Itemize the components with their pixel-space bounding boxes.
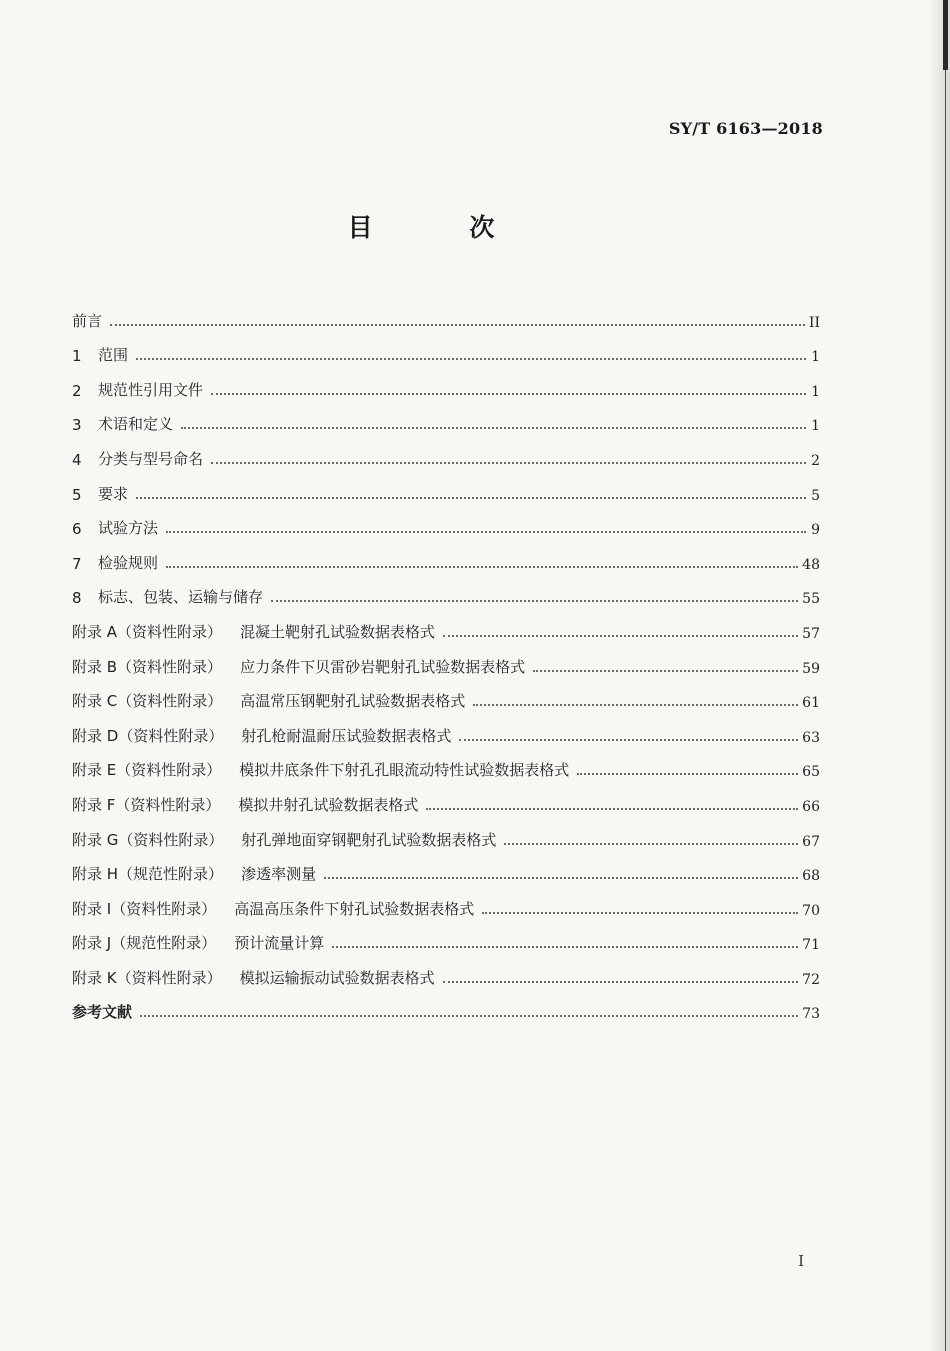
toc-entry-page: 5 — [811, 487, 820, 504]
toc-leader-dots — [473, 703, 798, 706]
page-number: I — [798, 1252, 804, 1270]
toc-leader-dots — [166, 530, 806, 533]
toc-entry-appendix-tag: 附录 G（资料性附录） — [72, 830, 224, 849]
toc-leader-dots — [443, 634, 798, 637]
toc-entry[interactable] — [72, 642, 824, 677]
toc-entry-label: 试验方法 — [98, 519, 159, 538]
toc-leader-dots — [181, 426, 806, 429]
toc-entry-page: 48 — [802, 556, 820, 573]
toc-entry-label: 模拟运输振动试验数据表格式 — [239, 968, 435, 987]
toc-entry-label: 检验规则 — [98, 553, 159, 572]
toc-entry-page: 65 — [802, 764, 820, 781]
toc-entry-label: 规范性引用文件 — [98, 380, 204, 399]
toc-entry-label: 射孔枪耐温耐压试验数据表格式 — [241, 726, 452, 745]
toc-entry-number: 8 — [72, 589, 82, 608]
toc-entry-number: 5 — [72, 485, 82, 504]
toc-leader-dots — [211, 461, 806, 464]
toc-entry-page: 57 — [802, 625, 820, 642]
toc-entry-label: 模拟井底条件下射孔孔眼流动特性试验数据表格式 — [239, 761, 570, 780]
toc-entry-page: 68 — [802, 868, 820, 885]
toc-entry-appendix-tag: 附录 J（规范性附录） — [72, 934, 217, 953]
toc-entry[interactable] — [72, 400, 824, 435]
toc-leader-dots — [332, 945, 798, 948]
toc-entry[interactable] — [72, 780, 824, 815]
toc-entry-appendix-tag: 附录 K（资料性附录） — [72, 968, 222, 987]
toc-leader-dots — [504, 842, 798, 845]
toc-leader-dots — [166, 565, 798, 568]
toc-entry[interactable] — [72, 434, 824, 469]
toc-entry-appendix-tag: 附录 E（资料性附录） — [72, 761, 222, 780]
page-title: 目 次 — [347, 213, 539, 242]
toc-entry-page: 66 — [802, 798, 820, 815]
toc-entry-appendix-tag: 附录 F（资料性附录） — [72, 795, 221, 814]
scan-edge-bar — [943, 0, 948, 70]
toc-entry[interactable] — [72, 365, 824, 400]
toc-entry[interactable] — [72, 296, 824, 331]
document-code: SY/T 6163—2018 — [668, 119, 823, 138]
toc-entry-page: 1 — [811, 418, 820, 435]
toc-entry-number: 7 — [72, 554, 82, 573]
toc-entry-label: 高温高压条件下射孔试验数据表格式 — [234, 899, 475, 918]
scan-edge-line — [945, 70, 946, 1351]
toc-entry-label: 要求 — [98, 484, 129, 503]
toc-leader-dots — [426, 807, 798, 810]
toc-entry-label: 应力条件下贝雷砂岩靶射孔试验数据表格式 — [240, 657, 526, 676]
toc-entry[interactable] — [72, 746, 824, 781]
toc-entry-appendix-tag: 附录 I（资料性附录） — [72, 899, 217, 918]
toc-entry-label: 范围 — [98, 346, 129, 365]
toc-entry-number: 6 — [72, 520, 82, 539]
toc-entry-label: 分类与型号命名 — [98, 449, 204, 468]
toc-entry-page: 73 — [802, 1006, 820, 1023]
toc-entry-page: 9 — [811, 522, 820, 539]
toc-entry[interactable] — [72, 988, 824, 1023]
toc-entry-page: 59 — [802, 660, 820, 677]
toc-leader-dots — [110, 323, 805, 326]
toc-entry-number: 2 — [72, 381, 82, 400]
toc-entry-page: 72 — [802, 971, 820, 988]
toc-entry-label: 参考文献 — [72, 1003, 133, 1022]
toc-entry-page: II — [808, 314, 820, 331]
toc-entry-label: 前言 — [72, 311, 103, 330]
toc-entry[interactable] — [72, 331, 824, 366]
toc-entry-page: 63 — [802, 729, 820, 746]
toc-entry-appendix-tag: 附录 H（规范性附录） — [72, 865, 224, 884]
toc-entry-page: 55 — [802, 591, 820, 608]
toc-entry-label: 高温常压钢靶射孔试验数据表格式 — [240, 692, 466, 711]
toc-entry[interactable] — [72, 711, 824, 746]
toc-leader-dots — [136, 496, 806, 499]
toc-entry-appendix-tag: 附录 A（资料性附录） — [72, 622, 223, 641]
toc-entry[interactable] — [72, 504, 824, 539]
toc-leader-dots — [577, 772, 798, 775]
toc-entry-page: 67 — [802, 833, 820, 850]
toc-entry-label: 模拟井射孔试验数据表格式 — [238, 795, 419, 814]
toc-entry-appendix-tag: 附录 C（资料性附录） — [72, 692, 223, 711]
toc-entry-page: 70 — [802, 902, 820, 919]
toc-entry[interactable] — [72, 884, 824, 919]
toc-entry-label: 射孔弹地面穿钢靶射孔试验数据表格式 — [241, 830, 497, 849]
toc-leader-dots — [533, 669, 798, 672]
toc-leader-dots — [140, 1014, 798, 1017]
toc-entry-label: 标志、包装、运输与储存 — [98, 588, 264, 607]
toc-entry[interactable] — [72, 953, 824, 988]
toc-entry-number: 3 — [72, 416, 82, 435]
toc-entry-label: 预计流量计算 — [234, 934, 325, 953]
toc-entry-number: 4 — [72, 450, 82, 469]
toc-entry-number: 1 — [72, 347, 82, 366]
toc-entry-label: 术语和定义 — [98, 415, 174, 434]
toc-leader-dots — [443, 980, 799, 983]
toc-entry[interactable] — [72, 850, 824, 885]
toc-entry[interactable] — [72, 538, 824, 573]
toc-entry-page: 71 — [802, 937, 820, 954]
table-of-contents — [72, 296, 824, 1022]
scan-edge-shadow — [928, 0, 950, 1351]
toc-leader-dots — [136, 357, 806, 360]
toc-leader-dots — [271, 599, 798, 602]
toc-entry-label: 渗透率测量 — [241, 865, 317, 884]
toc-entry-page: 1 — [811, 349, 820, 366]
toc-leader-dots — [211, 392, 806, 395]
toc-entry-label: 混凝土靶射孔试验数据表格式 — [240, 622, 436, 641]
toc-entry[interactable] — [72, 919, 824, 954]
toc-entry-appendix-tag: 附录 B（资料性附录） — [72, 657, 223, 676]
toc-entry[interactable] — [72, 677, 824, 712]
toc-leader-dots — [459, 738, 798, 741]
toc-leader-dots — [324, 876, 798, 879]
toc-leader-dots — [482, 911, 798, 914]
toc-entry[interactable] — [72, 469, 824, 504]
toc-entry[interactable] — [72, 607, 824, 642]
toc-entry-page: 1 — [811, 383, 820, 400]
toc-entry[interactable] — [72, 815, 824, 850]
toc-entry-appendix-tag: 附录 D（资料性附录） — [72, 726, 224, 745]
toc-entry-page: 61 — [802, 695, 820, 712]
toc-entry-page: 2 — [811, 452, 820, 469]
toc-entry[interactable] — [72, 573, 824, 608]
